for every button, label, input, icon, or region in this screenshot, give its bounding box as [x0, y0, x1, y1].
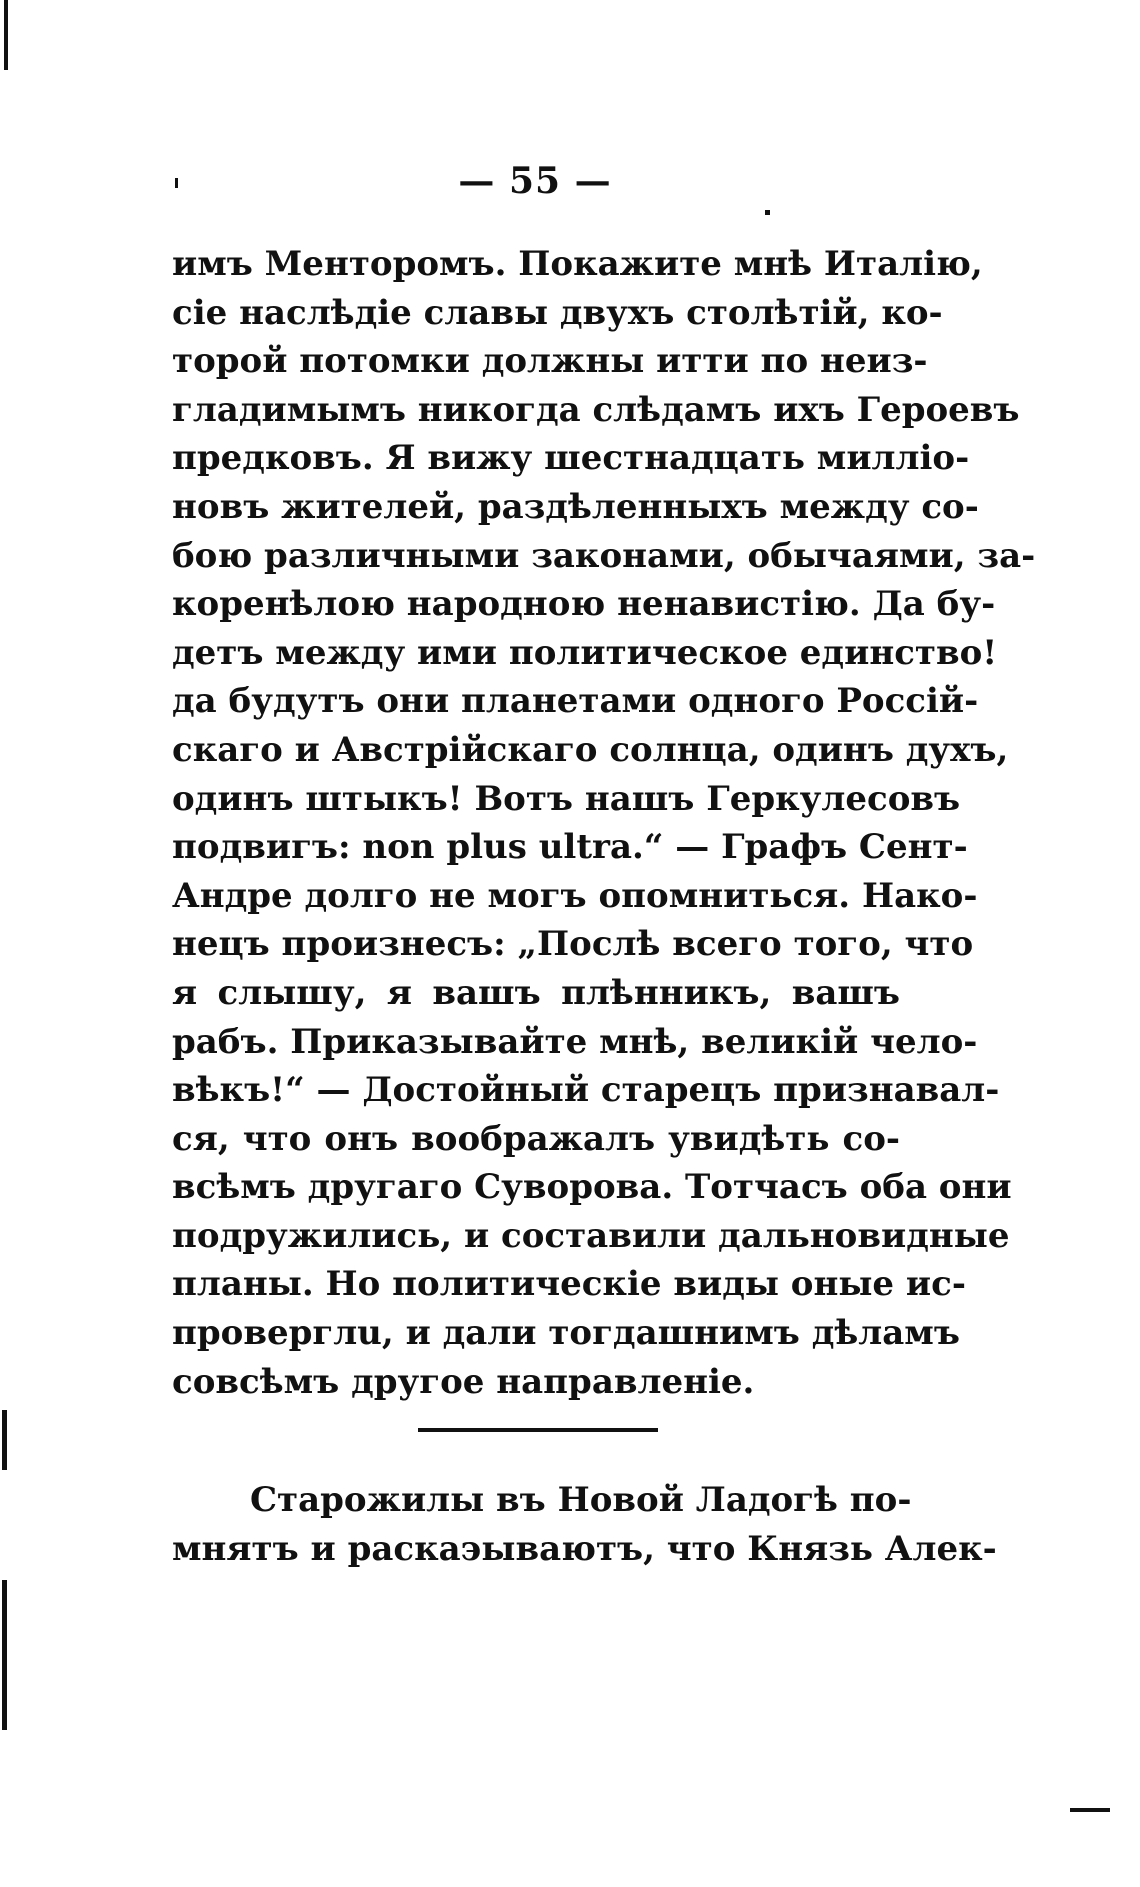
text-line: ся, что онъ воображалъ увидѣть со- — [172, 1118, 900, 1159]
text-line: планы. Но политическіе виды оные ис- — [172, 1264, 966, 1305]
text-line: подвигъ: non plus ultra.“ — Графъ Сент- — [172, 827, 968, 868]
paragraph-2 — [172, 1476, 997, 1573]
scan-edge-mark — [1070, 1808, 1110, 1812]
text-line: торой потомки должны итти по неиз- — [172, 341, 928, 382]
text-line: я слышу, я вашъ плѣнникъ, вашъ — [172, 972, 900, 1013]
text-line: подружились, и составили дальновидные — [172, 1215, 1010, 1256]
text-line: новъ жителей, раздѣленныхъ между со- — [172, 486, 979, 527]
scan-edge-mark — [4, 0, 8, 70]
text-line: нецъ произнесъ: „Послѣ всего того, что — [172, 924, 974, 965]
text-line: бою различными законами, обычаями, за- — [172, 535, 1036, 576]
scan-edge-mark — [2, 1410, 7, 1470]
scan-edge-mark — [765, 210, 770, 215]
text-line: мнятъ и раскаэываютъ, что Князь Алек- — [172, 1528, 997, 1569]
text-line: предковъ. Я вижу шестнадцать милліо- — [172, 438, 970, 479]
text-line: имъ Менторомъ. Покажите мнѣ Италію, — [172, 244, 983, 284]
text-line: скаго и Австрійскаго солнца, одинъ духъ, — [172, 729, 1009, 770]
text-line: гладимымъ никогда слѣдамъ ихъ Героевъ — [172, 389, 1020, 430]
paragraph-1 — [172, 240, 1036, 1406]
text-line: совсѣмъ другое направленіе. — [172, 1361, 755, 1402]
text-line: Андре долго не могъ опомниться. Нако- — [172, 875, 978, 916]
text-line: вѣкъ!“ — Достойный старецъ признавал- — [172, 1070, 1000, 1111]
scan-edge-mark — [2, 1580, 7, 1730]
text-line: да будутъ они планетами одного Россій- — [172, 681, 979, 722]
text-line: одинъ штыкъ! Вотъ нашъ Геркулесовъ — [172, 778, 961, 819]
section-separator — [418, 1428, 658, 1432]
text-line: коренѣлою народною ненавистію. Да бу- — [172, 584, 996, 625]
text-line: проверглu, и дали тогдашнимъ дѣламъ — [172, 1313, 960, 1354]
text-line: всѣмъ другаго Суворова. Тотчасъ оба они — [172, 1167, 1012, 1208]
scan-edge-mark — [175, 178, 178, 188]
text-line: рабъ. Приказывайте мнѣ, великій чело- — [172, 1021, 978, 1062]
page-number: — 55 — — [458, 160, 612, 202]
text-line: детъ между ими политическое единство! — [172, 632, 998, 673]
text-line: Старожилы въ Новой Ладогѣ по- — [250, 1480, 912, 1520]
text-line: сіе наслѣдіе славы двухъ столѣтій, ко- — [172, 292, 943, 333]
